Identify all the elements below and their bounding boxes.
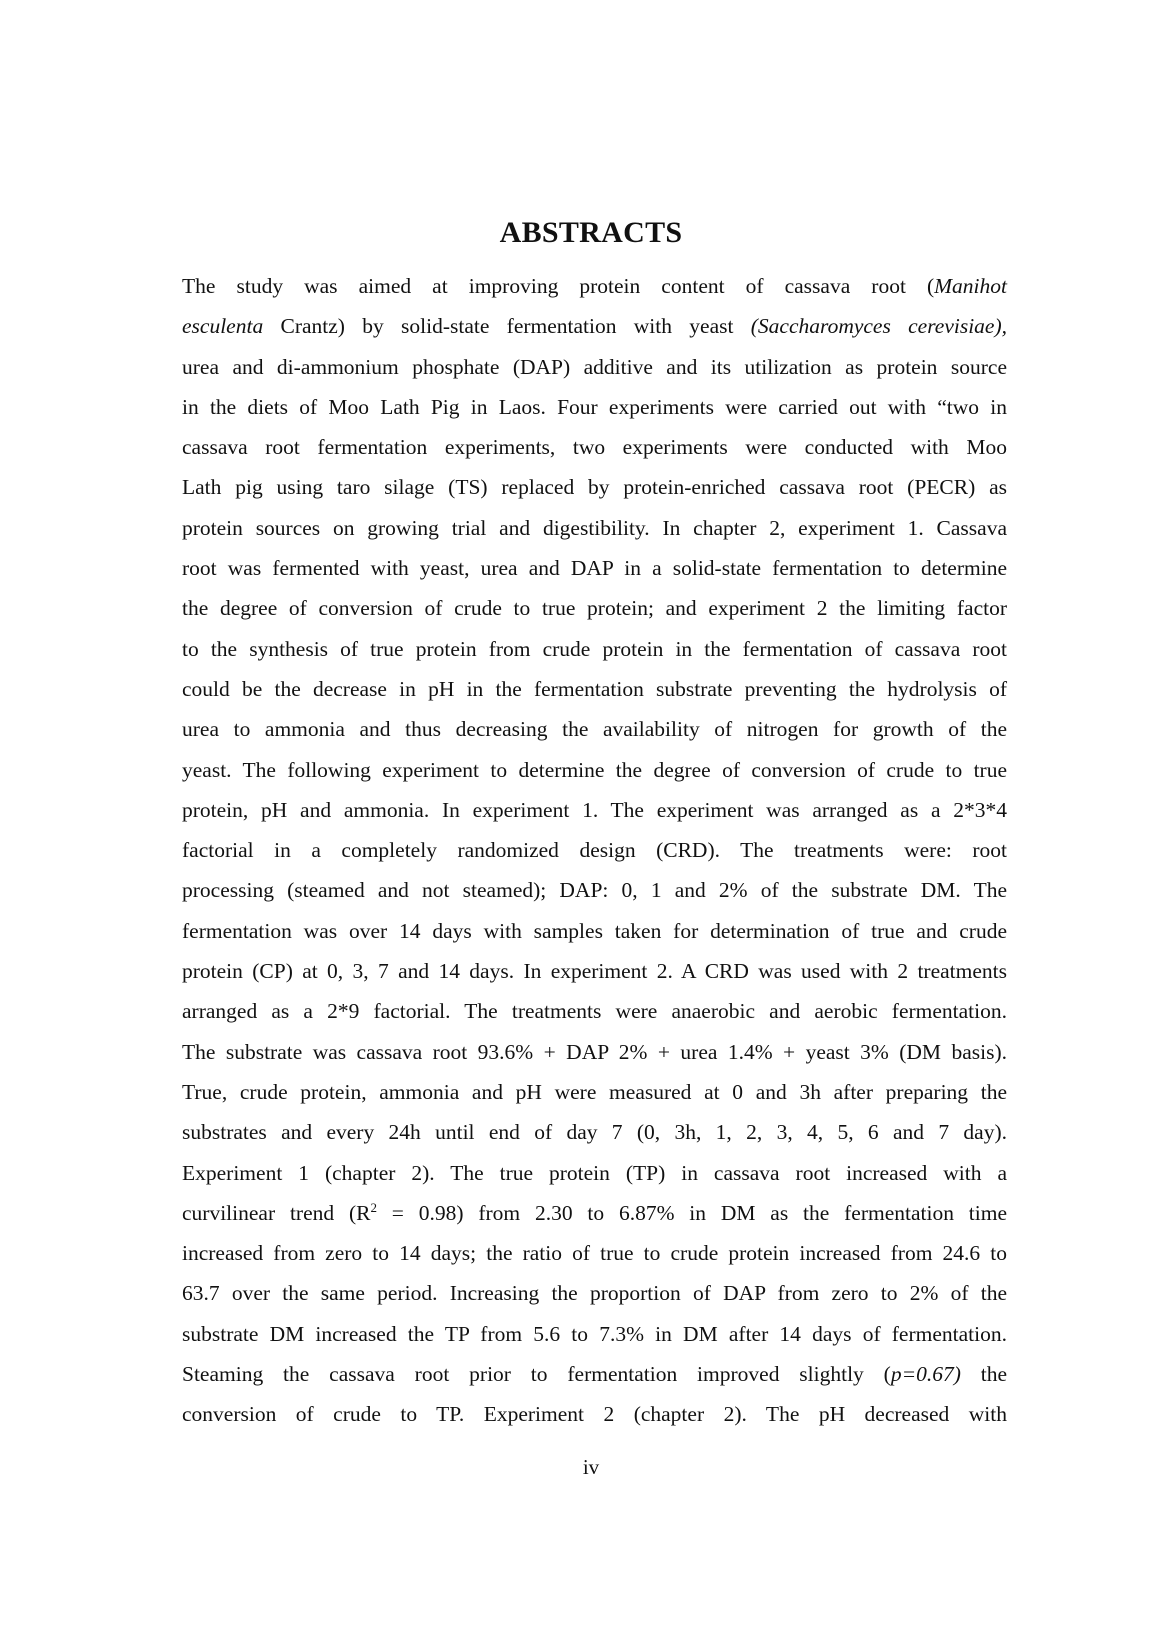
text-line-29: conversion of crude to TP. Experiment 2 (chapter 2). The pH decreased with [182, 1402, 1007, 1427]
text-line-17: fermentation was over 14 days with samples taken for determination of true and crude [182, 918, 1007, 943]
text-line-10: to the synthesis of true protein from crude protein in the fermentation of cassava root [182, 636, 1007, 661]
text-line-7: protein sources on growing trial and digestibility. In chapter 2, experiment 1. Cassava [182, 515, 1007, 540]
page-number: iv [582, 1455, 600, 1479]
abstract-body [182, 266, 1007, 1435]
text-line-20: The substrate was cassava root 93.6% + DAP 2% + urea 1.4% + yeast 3% (DM basis). [182, 1039, 1007, 1064]
text-line-26: 63.7 over the same period. Increasing the proportion of DAP from zero to 2% of the [182, 1281, 1007, 1306]
text-line-4: in the diets of Moo Lath Pig in Laos. Four experiments were carried out with “two in [182, 394, 1007, 419]
text-line-28: Steaming the cassava root prior to fermentation improved slightly (p=0.67) the [182, 1362, 1007, 1387]
text-line-25: increased from zero to 14 days; the ratio of true to crude protein increased from 24.6 to [182, 1241, 1007, 1266]
text-line-23: Experiment 1 (chapter 2). The true protein (TP) in cassava root increased with a [182, 1160, 1007, 1185]
text-line-6: Lath pig using taro silage (TS) replaced by protein-enriched cassava root (PECR) as [182, 475, 1007, 500]
text-line-11: could be the decrease in pH in the fermentation substrate preventing the hydrolysis of [182, 676, 1007, 701]
text-line-14: protein, pH and ammonia. In experiment 1. The experiment was arranged as a 2*3*4 [182, 797, 1007, 822]
text-line-12: urea to ammonia and thus decreasing the availability of nitrogen for growth of the [182, 717, 1007, 742]
text-line-18: protein (CP) at 0, 3, 7 and 14 days. In experiment 2. A CRD was used with 2 treatments [182, 959, 1007, 984]
text-line-5: cassava root fermentation experiments, two experiments were conducted with Moo [182, 435, 1007, 460]
text-line-15: factorial in a completely randomized design (CRD). The treatments were: root [182, 838, 1007, 863]
text-line-27: substrate DM increased the TP from 5.6 to 7.3% in DM after 14 days of fermentation. [182, 1321, 1007, 1346]
text-line-13: yeast. The following experiment to determine the degree of conversion of crude to true [182, 757, 1007, 782]
text-line-2: esculenta Crantz) by solid-state fermentation with yeast (Saccharomyces cerevisiae), [182, 314, 1007, 339]
text-line-3: urea and di-ammonium phosphate (DAP) additive and its utilization as protein source [182, 354, 1007, 379]
text-line-8: root was fermented with yeast, urea and DAP in a solid-state fermentation to determine [182, 556, 1007, 581]
text-line-21: True, crude protein, ammonia and pH were measured at 0 and 3h after preparing the [182, 1079, 1007, 1104]
text-line-9: the degree of conversion of crude to true protein; and experiment 2 the limiting factor [182, 596, 1007, 621]
text-line-1: The study was aimed at improving protein content of cassava root (Manihot [182, 274, 1007, 298]
text-line-24: curvilinear trend $(R^2 = 0.98)$ from 2.30 to 6.87% in DM as the fermentation time [182, 1199, 1008, 1225]
page-title: ABSTRACTS [499, 216, 683, 250]
text-line-19: arranged as a 2*9 factorial. The treatments were anaerobic and aerobic fermentation. [182, 999, 1007, 1024]
superscript: 2 [370, 1199, 377, 1215]
text-line-16: processing (steamed and not steamed); DAP: 0, 1 and 2% of the substrate DM. The [182, 878, 1007, 903]
text-line-22: substrates and every 24h until end of day 7 (0, 3h, 1, 2, 3, 4, 5, 6 and 7 day). [182, 1120, 1007, 1145]
